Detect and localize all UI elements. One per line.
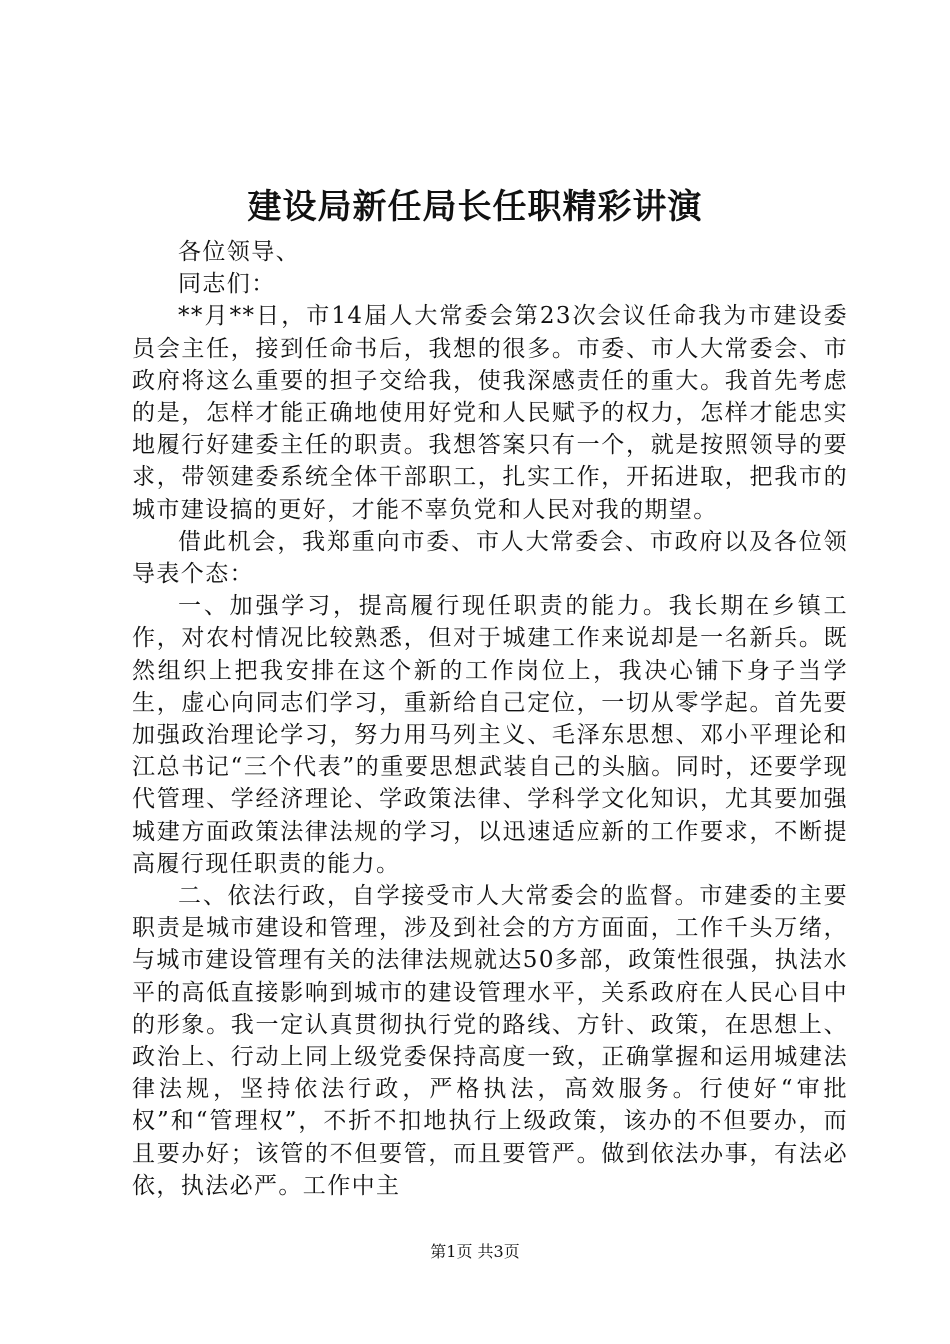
paragraph-point-2: 二、依法行政，自学接受市人大常委会的监督。市建委的主要职责是城市建设和管理，涉及到社会的方方面面，工作千头万绪，与城市建设管理有关的法律法规就达50多部，政策性很强，执法水平的高低直接影响到城市的建设管理水平，关系政府在人民心目中的形象。我一定认真贯彻执行党的路线、方针、政策，在思想上、政治上、行动上同上级党委保持高度一致，正确掌握和运用城建法律法规，坚持依法行政，严格执法，高效服务。行使好“审批权”和“管理权”，不折不扣地执行上级政策，该办的不但要办，而且要办好；该管的不但要管，而且要管严。做到依法办事，有法必依，执法必严。工作中主 [132, 883, 848, 1199]
paragraph-statement: 借此机会，我郑重向市委、市人大常委会、市政府以及各位领导表个态： [132, 528, 848, 588]
salutation-line-1: 各位领导、 [178, 239, 300, 265]
salutation-line-2: 同志们： [178, 271, 276, 298]
paragraph-intro: **月**日，市14届人大常委会第23次会议任命我为市建设委员会主任，接到任命书后，我想的很多。市委、市人大常委会、市政府将这么重要的担子交给我，使我深感责任的重大。我首先考虑的是，怎样才能正确地使用好党和人民赋予的权力，怎样才能忠实地履行好建委主任的职责。我想答案只有一个，就是按照领导的要求，带领建委系统全体干部职工，扎实工作，开拓进取，把我市的城市建设搞的更好，才能不辜负党和人民对我的期望。 [132, 303, 848, 523]
document-title: 建设局新任局长任职精彩讲演 [247, 187, 703, 227]
document-body [132, 236, 848, 1202]
paragraph-point-1: 一、加强学习，提高履行现任职责的能力。我长期在乡镇工作，对农村情况比较熟悉，但对于城建工作来说却是一名新兵。既然组织上把我安排在这个新的工作岗位上，我决心铺下身子当学生，虚心向同志们学习，重新给自己定位，一切从零学起。首先要加强政治理论学习，努力用马列主义、毛泽东思想、邓小平理论和江总书记“三个代表”的重要思想武装自己的头脑。同时，还要学现代管理、学经济理论、学政策法律、学科学文化知识，尤其要加强城建方面政策法律法规的学习，以迅速适应新的工作要求，不断提高履行现任职责的能力。 [132, 593, 848, 877]
page-footer: 第1页 共3页 [430, 1242, 520, 1261]
